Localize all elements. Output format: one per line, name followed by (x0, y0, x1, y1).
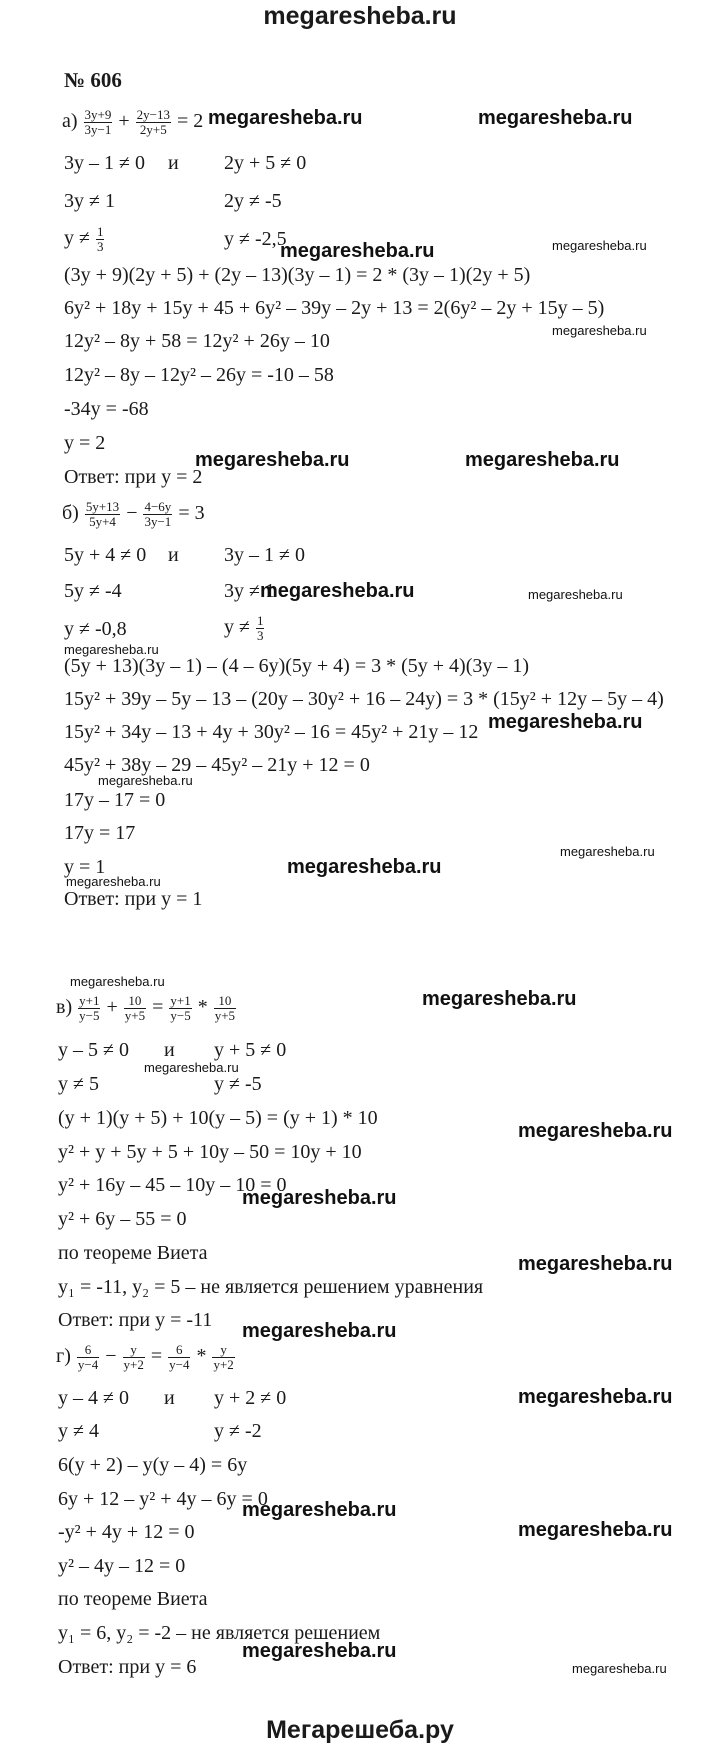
condition-line: y ≠ $\frac{1}{3}$ (224, 613, 264, 643)
solution-step: 6y² + 18y + 15y + 45 + 6y² – 39y – 2y + 13 = 2(6y² – 2y + 15y – 5) (64, 297, 605, 319)
solution-step: y² + y + 5y + 5 + 10y – 50 = 10y + 10 (58, 1141, 362, 1163)
watermark: megaresheba.ru (287, 856, 442, 878)
watermark: megaresheba.ru (518, 1120, 673, 1142)
watermark: megaresheba.ru (518, 1386, 673, 1408)
part-label: а) (62, 110, 78, 133)
watermark-small: megaresheba.ru (552, 238, 647, 253)
condition-line: y ≠ -2 (214, 1420, 262, 1442)
solution-step: -34y = -68 (64, 398, 149, 420)
fraction: $\frac{3y+9}{3y-1}$ (84, 107, 112, 137)
watermark: megaresheba.ru (260, 580, 415, 602)
watermark-small: megaresheba.ru (528, 587, 623, 602)
condition-line: y + 2 ≠ 0 (214, 1387, 287, 1409)
condition-line: y ≠ $\frac{1}{3}$ (64, 224, 104, 254)
condition-line: y – 5 ≠ 0 (58, 1039, 129, 1061)
watermark-small: megaresheba.ru (70, 974, 165, 989)
watermark: megaresheba.ru (518, 1253, 673, 1275)
condition-line: y ≠ 4 (58, 1420, 99, 1442)
solution-step: 12y² – 8y + 58 = 12y² + 26y – 10 (64, 330, 330, 352)
solution-step: по теореме Виета (58, 1588, 208, 1610)
solution-step: 17y – 17 = 0 (64, 789, 166, 811)
solution-step: (5y + 13)(3y – 1) – (4 – 6y)(5y + 4) = 3 * (5y + 4)(3y – 1) (64, 655, 530, 677)
watermark-small: megaresheba.ru (98, 773, 193, 788)
condition-and: и (168, 152, 179, 174)
solution-step: -y² + 4y + 12 = 0 (58, 1521, 195, 1543)
condition-line: y ≠ 5 (58, 1073, 99, 1095)
solution-step: 15y² + 39y – 5y – 13 – (20y – 30y² + 16 – 24y) = 3 * (15y² + 12y – 5y – 4) (64, 688, 664, 710)
watermark: megaresheba.ru (242, 1187, 397, 1209)
solution-step: 45y² + 38y – 29 – 45y² – 21y + 12 = 0 (64, 754, 370, 776)
watermark-small: megaresheba.ru (572, 1661, 667, 1676)
watermark: megaresheba.ru (195, 449, 350, 471)
solution-step: (y + 1)(y + 5) + 10(y – 5) = (y + 1) * 10 (58, 1107, 378, 1129)
watermark: megaresheba.ru (478, 107, 633, 129)
watermark: megaresheba.ru (488, 711, 643, 733)
equation-a: а) $\frac{3y+9}{3y-1}$ + $\frac{2y-13}{2y+5}$ = 2 (62, 107, 204, 137)
solution-step: y² + 6y – 55 = 0 (58, 1208, 187, 1230)
solution-step: 15y² + 34y – 13 + 4y + 30y² – 16 = 45y² + 21y – 12 (64, 721, 479, 743)
problem-number: № 606 (64, 68, 122, 92)
condition-line: y + 5 ≠ 0 (214, 1039, 287, 1061)
condition-and: и (168, 544, 179, 566)
watermark-small: megaresheba.ru (66, 874, 161, 889)
solution-step: y₁ = 6, y₂ = -2 – не является решением (58, 1622, 381, 1644)
condition-line: 3y ≠ 1 (224, 580, 275, 602)
solution-step: y = 2 (64, 432, 106, 454)
watermark-small: megaresheba.ru (552, 323, 647, 338)
solution-step: по теореме Виета (58, 1242, 208, 1264)
condition-line: 2y ≠ -5 (224, 190, 282, 212)
watermark: megaresheba.ru (280, 240, 435, 262)
condition-line: y ≠ -5 (214, 1073, 262, 1095)
equation-b: б) $\frac{5y+13}{5y+4}$ − $\frac{4-6y}{3y-1}$ = 3 (62, 499, 205, 529)
solution-step: y₁ = -11, y₂ = 5 – не является решением уравнения (58, 1276, 484, 1298)
condition-line: 5y ≠ -4 (64, 580, 122, 602)
condition-line: 3y ≠ 1 (64, 190, 115, 212)
fraction: $\frac{5y+13}{5y+4}$ (85, 499, 120, 529)
watermark-small: megaresheba.ru (560, 844, 655, 859)
watermark: megaresheba.ru (242, 1320, 397, 1342)
condition-line: 3y – 1 ≠ 0 (64, 152, 145, 174)
answer: Ответ: при у = 6 (58, 1656, 197, 1678)
condition-line: y – 4 ≠ 0 (58, 1387, 129, 1409)
solution-step: y² – 4y – 12 = 0 (58, 1555, 186, 1577)
condition-line: 5y + 4 ≠ 0 (64, 544, 147, 566)
solution-step: 6y + 12 – y² + 4y – 6y = 0 (58, 1488, 268, 1510)
fraction: $\frac{2y-13}{2y+5}$ (136, 107, 171, 137)
condition-and: и (164, 1039, 175, 1061)
equation-c: в) $\frac{y+1}{y-5}$ + $\frac{10}{y+5}$ = $\frac{y+1}{y-5}$ * $\frac{10}{y+5}$ (56, 993, 236, 1023)
watermark: megaresheba.ru (465, 449, 620, 471)
solution-step: 12y² – 8y – 12y² – 26y = -10 – 58 (64, 364, 334, 386)
answer: Ответ: при у = 1 (64, 888, 203, 910)
equation-d: г) $\frac{6}{y-4}$ − $\frac{y}{y+2}$ = $\frac{6}{y-4}$ * $\frac{y}{y+2}$ (56, 1342, 234, 1372)
watermark: megaresheba.ru (242, 1640, 397, 1662)
watermark-small: megaresheba.ru (144, 1060, 239, 1075)
solution-step: 17y = 17 (64, 822, 136, 844)
watermark: megaresheba.ru (518, 1519, 673, 1541)
watermark-small: megaresheba.ru (64, 642, 159, 657)
condition-line: y ≠ -2,5 (224, 228, 287, 250)
solution-step: y = 1 (64, 856, 106, 878)
condition-line: y ≠ -0,8 (64, 618, 127, 640)
fraction: $\frac{4-6y}{3y-1}$ (144, 499, 172, 529)
condition-line: 3y – 1 ≠ 0 (224, 544, 305, 566)
condition-and: и (164, 1387, 175, 1409)
solution-step: y² + 16y – 45 – 10y – 10 = 0 (58, 1174, 287, 1196)
condition-line: 2y + 5 ≠ 0 (224, 152, 307, 174)
watermark: megaresheba.ru (242, 1499, 397, 1521)
watermark: megaresheba.ru (422, 988, 577, 1010)
solution-step: (3y + 9)(2y + 5) + (2y – 13)(3y – 1) = 2 * (3y – 1)(2y + 5) (64, 264, 531, 286)
site-header: megaresheba.ru (263, 2, 457, 30)
answer: Ответ: при у = -11 (58, 1309, 213, 1331)
answer: Ответ: при у = 2 (64, 466, 203, 488)
site-footer: Мегарешеба.ру (266, 1716, 454, 1744)
watermark: megaresheba.ru (208, 107, 363, 129)
solution-step: 6(y + 2) – y(y – 4) = 6y (58, 1454, 248, 1476)
